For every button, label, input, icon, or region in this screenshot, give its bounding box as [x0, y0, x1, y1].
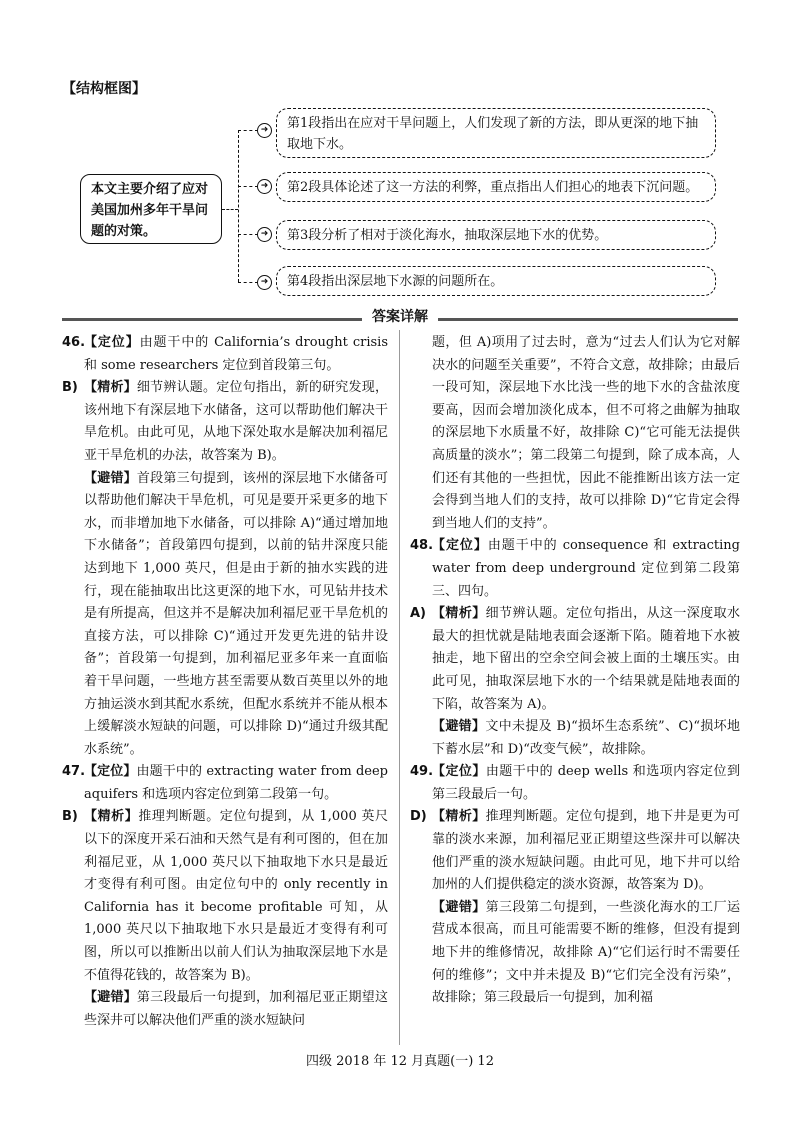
arrow-icon: ➜	[257, 179, 272, 194]
arrow-icon: ➜	[257, 275, 272, 290]
connector-branch	[238, 186, 258, 187]
column-divider	[399, 330, 400, 1045]
arrow-icon: ➜	[257, 123, 272, 138]
structure-section-title: 【结构框图】	[62, 81, 146, 97]
connector-branch	[238, 130, 258, 131]
paragraph-box-4: 第4段指出深层地下水源的问题所在。	[276, 266, 716, 296]
q48-avoid: 【避错】文中未提及 B)“损坏生态系统”、C)“损坏地下蓄水层”和 D)“改变气候”，故排除。	[432, 719, 740, 757]
q46-analysis: B) 【精析】细节辨认题。定位句指出，新的研究发现，该州地下有深层地下水储备，这可以帮助他们解决干旱危机。由此可见，从地下深处取水是解决加利福尼亚干旱危机的办法，故答案为 B)。	[62, 377, 388, 467]
q47-avoid: 【避错】第三段最后一句提到，加利福尼亚正期望这些深井可以解决他们严重的淡水短缺问	[84, 990, 388, 1028]
summary-box: 本文主要介绍了应对美国加州多年干旱问题的对策。	[80, 174, 222, 244]
q46-locate: 46. 【定位】由题干中的 California’s drought crisis 和 some researchers 定位到首段第三句。	[62, 335, 388, 373]
answer-mark: D)	[410, 809, 427, 825]
paragraph-box-1: 第1段指出在应对干旱问题上，人们发现了新的方法，即从更深的地下抽取地下水。	[276, 108, 716, 158]
q47-analysis: B) 【精析】推理判断题。定位句提到，从 1,000 英尺以下的深度开采石油和天然气是有利可图的，但在加利福尼亚，从 1,000 英尺以下抽取地下水只是最近才变得有利可图。由定位句中的 only recently in California has it become profitable 可知，从 1,000 英尺以下抽取地下水只是最近才变得有利可图，所以可以推断出以前人们认为抽取深层地下水是不值得花钱的，故答案为 B)。	[62, 806, 388, 987]
right-column	[410, 332, 740, 1010]
page-footer: 四级 2018 年 12 月真题(一) 12	[306, 1054, 494, 1069]
answers-title: 答案详解	[362, 306, 438, 326]
connector-trunk	[238, 130, 239, 282]
q47-avoid-continued: 题，但 A)项用了过去时，意为“过去人们认为它对解决水的问题至关重要”，不符合文意，故排除；由最后一段可知，深层地下水比浅一些的地下水的含盐浓度要高，因而会增加淡化成本，但不可将之曲解为抽取的深层地下水质量不好，故排除 C)“它可能无法提供高质量的淡水”；第二段第二句提到，除了成本高，人们还有其他的一些担忧，因此不能推断出该方法一定会得到当地人们的支持，故可以排除 D)“它肯定会得到当地人们的支持”。	[432, 335, 740, 531]
left-column	[62, 332, 388, 1032]
q46-avoid: 【避错】首段第三句提到，该州的深层地下水储备可以帮助他们解决干旱危机，可见是要开采更多的地下水，而非增加地下水储备，可以排除 A)“通过增加地下水储备”；首段第四句提到，以前的钻井深度只能达到地下 1,000 英尺，但是由于新的抽水实践的进行，现在能抽取出比这更深的地下水，可见钻井技术是有所提高，但这并不是解决加利福尼亚干旱危机的直接方法，可以排除 C)“通过开发更先进的钻井设备”；首段第一句提到，加利福尼亚多年来一直面临着干旱问题，一些地方甚至需要从数百英里以外的地方抽运淡水到其配水系统，但配水系统并不能从根本上缓解淡水短缺的问题，可以排除 D)“通过升级其配水系统”。	[84, 470, 388, 757]
answer-mark: B)	[62, 380, 78, 396]
arrow-icon: ➜	[257, 227, 272, 242]
connector-branch	[238, 282, 258, 283]
q47-locate: 47. 【定位】由题干中的 extracting water from deep aquifers 和选项内容定位到第二段第一句。	[62, 764, 388, 802]
q48-locate: 48. 【定位】由题干中的 consequence 和 extracting water from deep underground 定位到第二段第三、四句。	[410, 538, 740, 599]
connector-line	[222, 209, 238, 210]
connector-branch	[238, 234, 258, 235]
answer-mark: B)	[62, 809, 78, 825]
q49-avoid: 【避错】第三段第二句提到，一些淡化海水的工厂运营成本很高，而且可能需要不断的维修，但没有提到地下井的维修情况，故排除 A)“它们运行时不需要任何的维修”；文中并未提及 B)“它们完全没有污染”，故排除；第三段最后一句提到，加利福	[432, 899, 740, 1006]
q48-analysis: A) 【精析】细节辨认题。定位句指出，从这一深度取水最大的担忧就是陆地表面会逐渐下陷。随着地下水被抽走，地下留出的空余空间会被上面的土壤压实。由此可见，抽取深层地下水的一个结果就是陆地表面的下陷，故答案为 A)。	[410, 603, 740, 716]
paragraph-box-2: 第2段具体论述了这一方法的利弊，重点指出人们担心的地表下沉问题。	[276, 172, 716, 202]
q49-analysis: D) 【精析】推理判断题。定位句提到，地下井是更为可靠的淡水来源，加利福尼亚正期望这些深井可以解决他们严重的淡水短缺问题。由此可见，地下井可以给加州的人们提供稳定的淡水资源，故答案为 D)。	[410, 806, 740, 896]
answer-mark: A)	[410, 606, 427, 622]
paragraph-box-3: 第3段分析了相对于淡化海水，抽取深层地下水的优势。	[276, 220, 716, 250]
q49-locate: 49. 【定位】由题干中的 deep wells 和选项内容定位到第三段最后一句。	[410, 764, 740, 802]
